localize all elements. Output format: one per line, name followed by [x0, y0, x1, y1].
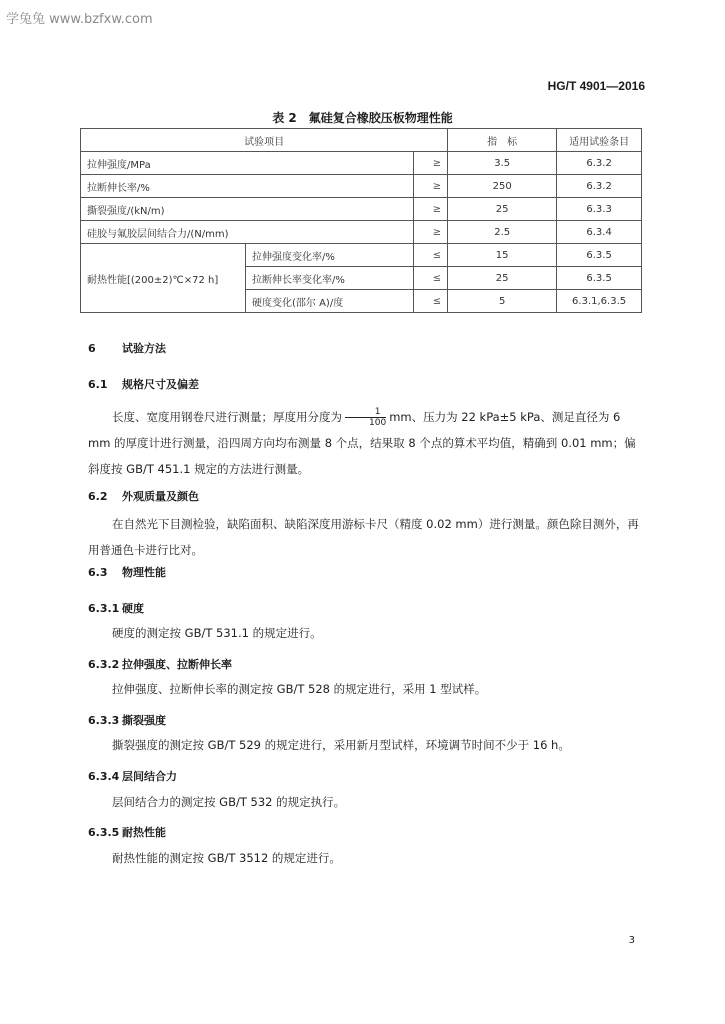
- paragraph-6-3-3: 撕裂强度的测定按 GB/T 529 的规定进行，采用新月型试样，环境调节时间不少于 16 h。: [112, 738, 570, 752]
- table-row: [81, 152, 642, 175]
- section-number: 6.3.4: [88, 770, 120, 783]
- row-item: 撕裂强度/(kN/m): [81, 198, 414, 221]
- paragraph-6-3-2: 拉伸强度、拉断伸长率的测定按 GB/T 528 的规定进行，采用 1 型试样。: [112, 682, 487, 696]
- fraction-numerator: 1: [345, 407, 386, 418]
- paragraph-text: mm、压力为 22 kPa±5 kPa、测足直径为 6 mm 的厚度计进行测量，沿四周方向均布测量 8 个点，结果取 8 个点的算术平均值，精确到 0.01 mm；偏斜度按 GB/T 451.1 规定的方法进行测量。: [88, 410, 636, 476]
- row-value: 25: [448, 198, 557, 221]
- section-title: 层间结合力: [122, 770, 177, 783]
- section-6-3-1-heading: [88, 600, 144, 616]
- paragraph-6-3-4: 层间结合力的测定按 GB/T 532 的规定执行。: [112, 795, 346, 809]
- section-6-1-heading: [88, 376, 199, 392]
- row-item: 拉伸强度变化率/%: [246, 244, 414, 267]
- row-sign: ≤: [414, 267, 448, 290]
- header-item: 试验项目: [81, 129, 448, 152]
- section-6-3-3-heading: [88, 712, 166, 728]
- row-value: 250: [448, 175, 557, 198]
- section-title: 耐热性能: [122, 826, 166, 839]
- properties-table: [80, 128, 642, 313]
- watermark: 学兔兔 www.bzfxw.com: [6, 12, 153, 27]
- row-sign: ≥: [414, 198, 448, 221]
- section-number: 6.3.5: [88, 826, 120, 839]
- row-sign: ≤: [414, 244, 448, 267]
- section-title: 撕裂强度: [122, 714, 166, 727]
- table-row: [81, 244, 642, 267]
- page-number: 3: [628, 935, 635, 946]
- paragraph-6-3-5: 耐热性能的测定按 GB/T 3512 的规定进行。: [112, 851, 341, 865]
- section-title: 拉伸强度、拉断伸长率: [122, 658, 232, 671]
- section-number: 6.3: [88, 566, 108, 579]
- section-6-3-heading: [88, 564, 166, 580]
- section-title: 规格尺寸及偏差: [122, 378, 199, 391]
- section-number: 6.3.3: [88, 714, 120, 727]
- section-number: 6.3.2: [88, 658, 120, 671]
- section-6-3-2-heading: [88, 656, 232, 672]
- row-sign: ≤: [414, 290, 448, 313]
- paragraph-6-1: [88, 404, 644, 482]
- table-row: [81, 175, 642, 198]
- row-value: 5: [448, 290, 557, 313]
- section-number: 6.1: [88, 378, 108, 391]
- section-6-heading: [88, 340, 166, 356]
- row-clause: 6.3.1,6.3.5: [557, 290, 642, 313]
- row-item: 拉伸强度/MPa: [81, 152, 414, 175]
- row-clause: 6.3.2: [557, 152, 642, 175]
- table-row: [81, 221, 642, 244]
- section-title: 外观质量及颜色: [122, 490, 199, 503]
- row-sign: ≥: [414, 175, 448, 198]
- header-value: 指 标: [448, 129, 557, 152]
- section-number: 6: [88, 342, 96, 355]
- header-clause: 适用试验条目: [557, 129, 642, 152]
- paragraph-6-2: 在自然光下目测检验，缺陷面积、缺陷深度用游标卡尺（精度 0.02 mm）进行测量。颜色除目测外，再用普通色卡进行比对。: [88, 517, 639, 557]
- row-value: 3.5: [448, 152, 557, 175]
- row-item: 硬度变化(邵尔 A)/度: [246, 290, 414, 313]
- fraction: [345, 407, 386, 428]
- row-value: 2.5: [448, 221, 557, 244]
- row-clause: 6.3.3: [557, 198, 642, 221]
- table-header-row: [81, 129, 642, 152]
- section-title: 物理性能: [122, 566, 166, 579]
- section-6-3-5-heading: [88, 824, 166, 840]
- row-item: 硅胶与氟胶层间结合力/(N/mm): [81, 221, 414, 244]
- row-item: 拉断伸长率/%: [81, 175, 414, 198]
- row-sign: ≥: [414, 221, 448, 244]
- row-value: 15: [448, 244, 557, 267]
- row-item: 拉断伸长率变化率/%: [246, 267, 414, 290]
- row-clause: 6.3.4: [557, 221, 642, 244]
- section-6-2-heading: [88, 488, 199, 504]
- paragraph-6-3-1: 硬度的测定按 GB/T 531.1 的规定进行。: [112, 626, 322, 640]
- row-clause: 6.3.2: [557, 175, 642, 198]
- table-row: [81, 198, 642, 221]
- paragraph-text: 长度、宽度用钢卷尺进行测量；厚度用分度为: [112, 410, 342, 424]
- section-title: 试验方法: [122, 342, 166, 355]
- section-number: 6.3.1: [88, 602, 120, 615]
- row-clause: 6.3.5: [557, 267, 642, 290]
- row-clause: 6.3.5: [557, 244, 642, 267]
- heat-group-label: 耐热性能[(200±2)℃×72 h]: [81, 244, 246, 313]
- standard-id: HG/T 4901—2016: [547, 79, 645, 93]
- row-sign: ≥: [414, 152, 448, 175]
- section-6-3-4-heading: [88, 768, 177, 784]
- row-value: 25: [448, 267, 557, 290]
- section-title: 硬度: [122, 602, 144, 615]
- fraction-denominator: 100: [369, 418, 387, 428]
- table-title: 表 2 氟硅复合橡胶压板物理性能: [272, 111, 453, 125]
- section-number: 6.2: [88, 490, 108, 503]
